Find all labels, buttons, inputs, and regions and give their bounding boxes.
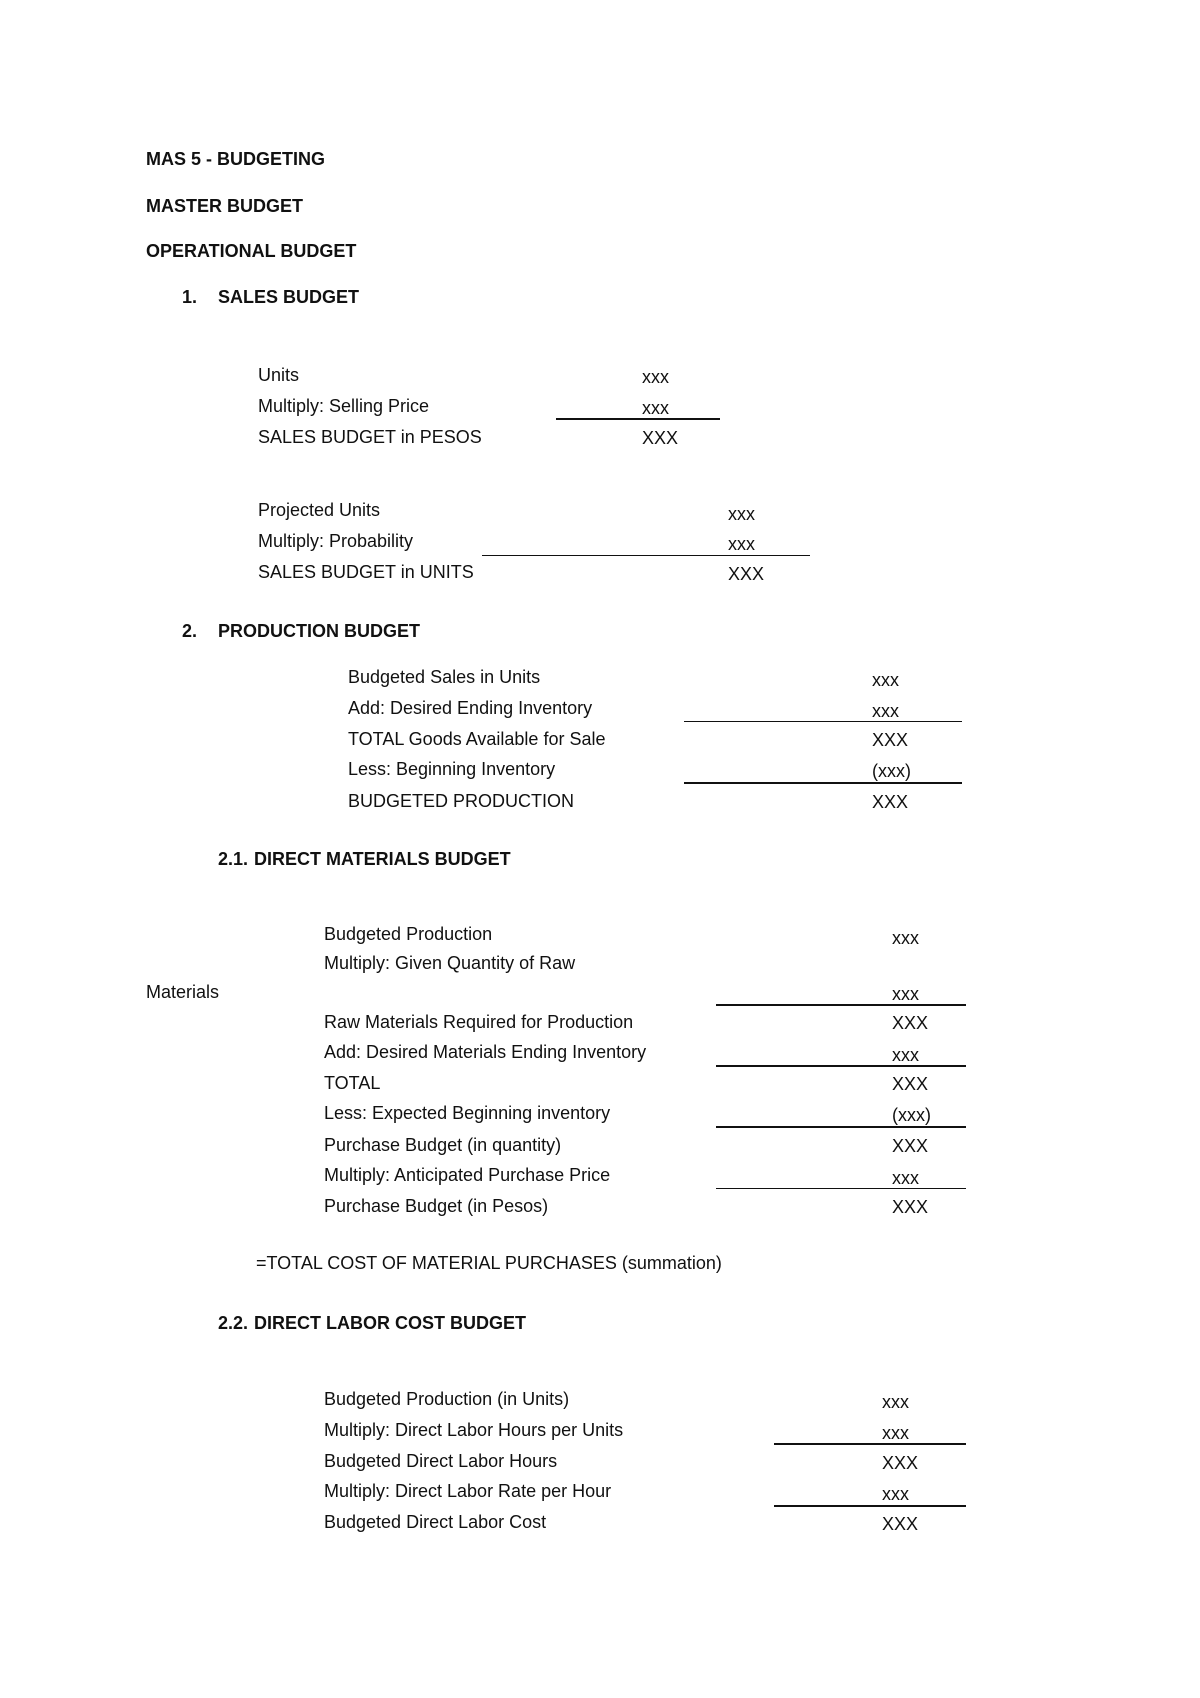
doc-title: MAS 5 - BUDGETING — [146, 149, 326, 169]
production-row-value: xxx — [872, 670, 899, 690]
subtotal-rule — [716, 1126, 966, 1128]
subtotal-rule — [716, 1065, 966, 1067]
sales-units-value: xxx — [728, 534, 755, 554]
materials-heading: DIRECT MATERIALS BUDGET — [254, 849, 511, 869]
production-row-label: Less: Beginning Inventory — [348, 759, 556, 779]
materials-row-value: xxx — [892, 928, 919, 948]
sales-pesos-value: xxx — [642, 398, 669, 418]
labor-row-value: xxx — [882, 1392, 909, 1412]
production-row-label: BUDGETED PRODUCTION — [348, 791, 575, 811]
materials-row-label: Purchase Budget (in quantity) — [324, 1135, 562, 1155]
materials-row-value: XXX — [892, 1074, 929, 1094]
sales-units-label: Projected Units — [258, 500, 381, 520]
materials-row-label: Add: Desired Materials Ending Inventory — [324, 1042, 647, 1062]
production-row-label: TOTAL Goods Available for Sale — [348, 729, 606, 749]
materials-row-value: xxx — [892, 1168, 919, 1188]
labor-row-value: xxx — [882, 1484, 909, 1504]
sales-heading: SALES BUDGET — [218, 287, 360, 307]
labor-heading: DIRECT LABOR COST BUDGET — [254, 1313, 526, 1333]
materials-row-label: Budgeted Production — [324, 924, 493, 944]
materials-row-label: Less: Expected Beginning inventory — [324, 1103, 611, 1123]
production-row-value: (xxx) — [872, 761, 911, 781]
materials-summary: =TOTAL COST OF MATERIAL PURCHASES (summation) — [256, 1253, 722, 1273]
materials-row-label: Multiply: Anticipated Purchase Price — [324, 1165, 611, 1185]
materials-row-value: XXX — [892, 1197, 929, 1217]
labor-row-value: XXX — [882, 1514, 919, 1534]
operational-budget-heading: OPERATIONAL BUDGET — [146, 241, 357, 261]
sales-pesos-total-value: XXX — [642, 428, 679, 448]
labor-row-value: xxx — [882, 1423, 909, 1443]
materials-row-label: Purchase Budget (in Pesos) — [324, 1196, 549, 1216]
materials-row-value: xxx — [892, 1045, 919, 1065]
materials-row-label: Multiply: Given Quantity of Raw — [324, 953, 576, 973]
subtotal-rule — [684, 721, 962, 722]
master-budget-heading: MASTER BUDGET — [146, 196, 303, 216]
production-row-value: XXX — [872, 730, 909, 750]
materials-number: 2.1. — [218, 849, 249, 869]
subtotal-rule — [684, 782, 962, 784]
labor-row-label: Multiply: Direct Labor Rate per Hour — [324, 1481, 612, 1501]
labor-row-label: Budgeted Production (in Units) — [324, 1389, 570, 1409]
subtotal-rule — [716, 1188, 966, 1189]
subtotal-rule — [716, 1004, 966, 1006]
materials-row-label-wrap: Materials — [146, 982, 220, 1002]
materials-row-value: (xxx) — [892, 1105, 931, 1125]
production-number: 2. — [182, 621, 198, 641]
sales-units-total-label: SALES BUDGET in UNITS — [258, 562, 474, 582]
labor-number: 2.2. — [218, 1313, 249, 1333]
subtotal-rule — [482, 555, 810, 556]
materials-row-label: TOTAL — [324, 1073, 381, 1093]
sales-pesos-label: Multiply: Selling Price — [258, 396, 430, 416]
labor-row-label: Multiply: Direct Labor Hours per Units — [324, 1420, 624, 1440]
sales-units-total-value: XXX — [728, 564, 765, 584]
sales-pesos-value: xxx — [642, 367, 669, 387]
materials-row-value: XXX — [892, 1136, 929, 1156]
production-row-value: xxx — [872, 701, 899, 721]
materials-row-label: Raw Materials Required for Production — [324, 1012, 634, 1032]
production-row-value: XXX — [872, 792, 909, 812]
subtotal-rule — [556, 418, 720, 420]
sales-pesos-total-label: SALES BUDGET in PESOS — [258, 427, 482, 447]
materials-row-value: XXX — [892, 1013, 929, 1033]
production-row-label: Budgeted Sales in Units — [348, 667, 541, 687]
subtotal-rule — [774, 1443, 966, 1445]
labor-row-label: Budgeted Direct Labor Cost — [324, 1512, 547, 1532]
sales-pesos-label: Units — [258, 365, 300, 385]
sales-units-value: xxx — [728, 504, 755, 524]
sales-number: 1. — [182, 287, 198, 307]
production-row-label: Add: Desired Ending Inventory — [348, 698, 593, 718]
labor-row-label: Budgeted Direct Labor Hours — [324, 1451, 558, 1471]
sales-units-label: Multiply: Probability — [258, 531, 414, 551]
labor-row-value: XXX — [882, 1453, 919, 1473]
production-heading: PRODUCTION BUDGET — [218, 621, 420, 641]
materials-row-value: xxx — [892, 984, 919, 1004]
subtotal-rule — [774, 1505, 966, 1507]
